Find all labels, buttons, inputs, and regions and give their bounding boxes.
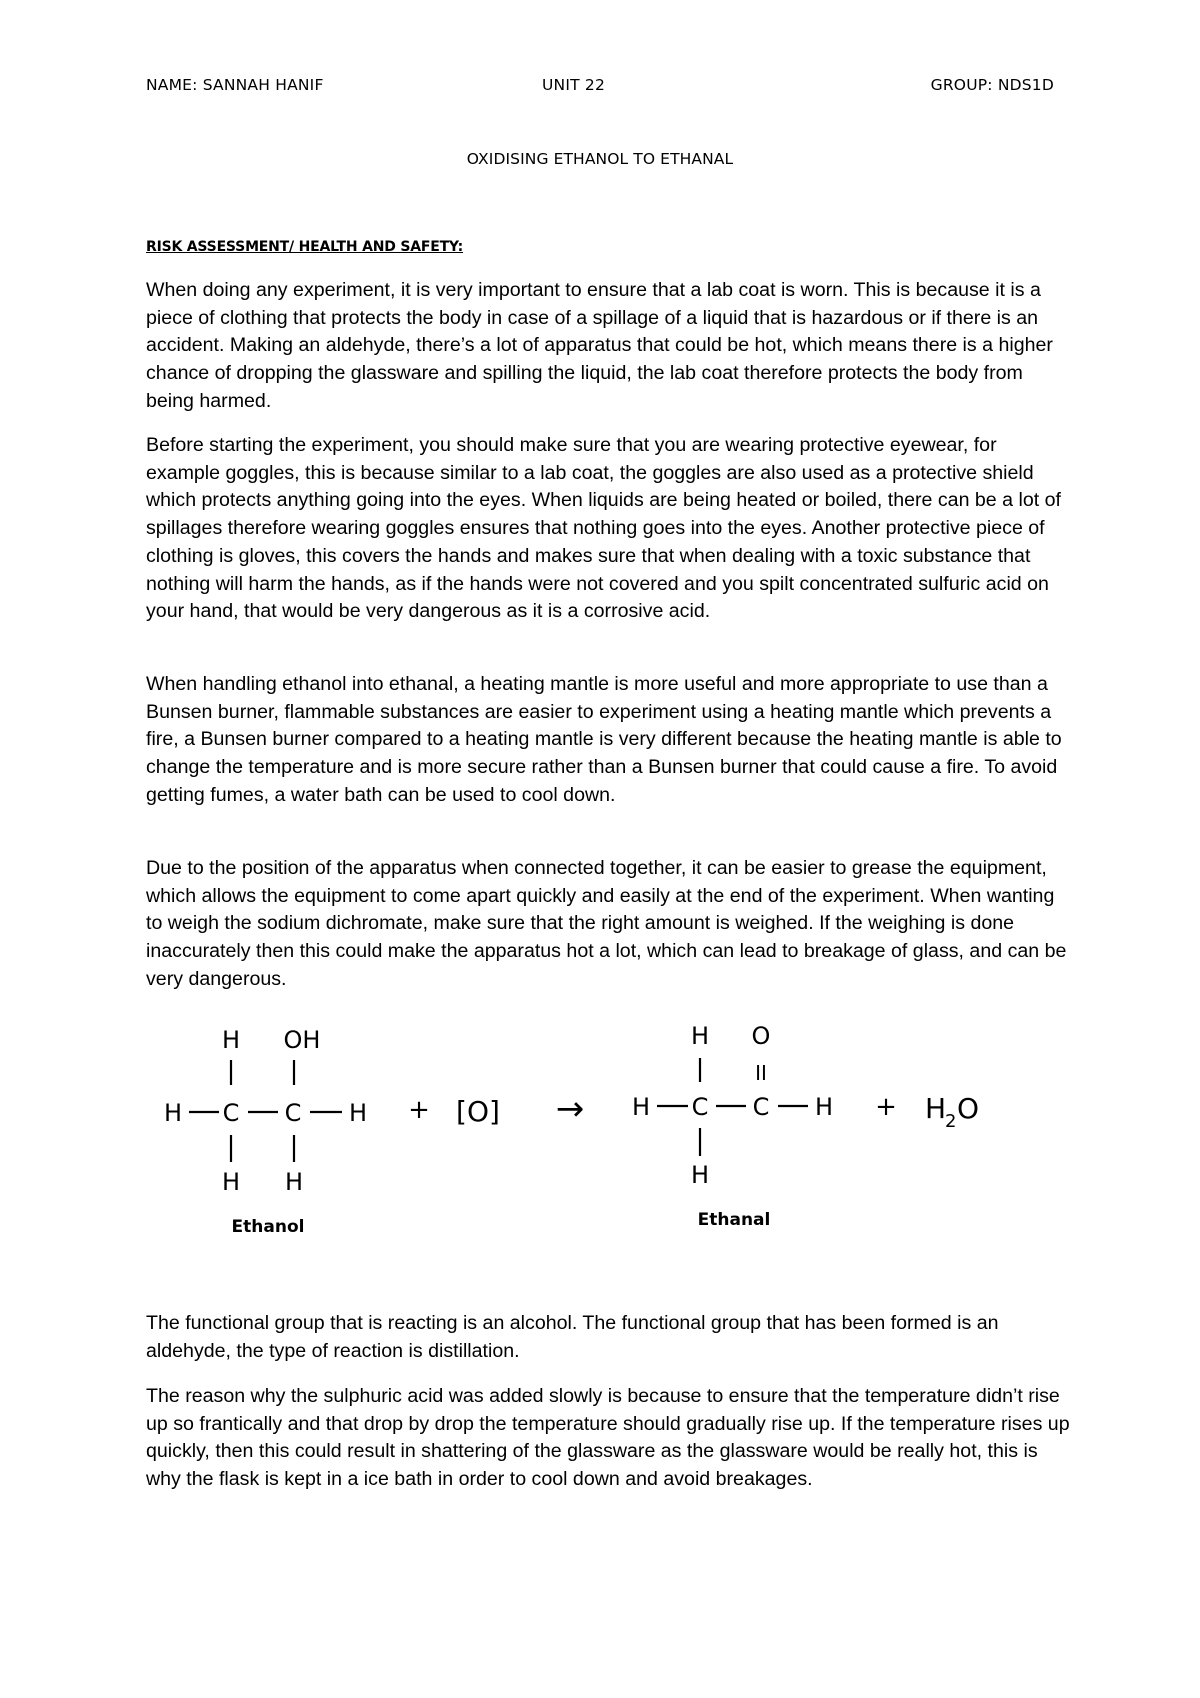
ethanal-double-bond: II xyxy=(755,1061,767,1085)
reaction-equation-diagram xyxy=(0,1000,1200,1260)
water-o: O xyxy=(957,1092,980,1125)
paragraph-apparatus: Due to the position of the apparatus when connected together, it can be easier to grease the equipment, which allows the equipment to come apart quickly and easily at the end of the experiment. When wanting to weigh the sodium dichromate, make sure that the right amount is weighed. If the weighing is done inaccurately then this could make the apparatus hot a lot, which can lead to breakage of glass, and can be very dangerous. xyxy=(146,857,1067,990)
oxidant-label: [O] xyxy=(456,1095,500,1128)
water-subscript: 2 xyxy=(945,1111,957,1132)
paragraph-heating-mantle: When handling ethanol into ethanal, a heating mantle is more useful and more appropriate to use than a Bunsen burner, flammable substances are easier to experiment using a heating mantle which prevents a fire, a Bunsen burner compared to a heating mantle is very different because the heating mantle is able to change the temperature and is more secure rather than a Bunsen burner that could cause a fire. To avoid getting fumes, a water bath can be used to cool down. xyxy=(146,673,1062,806)
paragraph-goggles-gloves: Before starting the experiment, you should make sure that you are wearing protective eyewear, for example goggles, this is because similar to a lab coat, the goggles are also used as a protective shield which protects anything going into the eyes. When liquids are being heated or boiled, there can be a lot of spillages therefore wearing goggles ensures that nothing goes into the eyes. Another protective piece of clothing is gloves, this covers the hands and makes sure that when dealing with a toxic substance that nothing will harm the hands, as if the hands were not covered and you spilt concentrated sulfuric acid on your hand, that would be very dangerous as it is a corrosive acid. xyxy=(146,434,1061,623)
page-header xyxy=(146,76,1054,98)
ethanol-bottom-right-h: H xyxy=(284,1168,304,1196)
unit-number: UNIT 22 xyxy=(542,76,606,94)
ethanol-label: Ethanol xyxy=(231,1217,305,1237)
ethanol-top-right-oh: OH xyxy=(283,1026,321,1054)
water-formula xyxy=(925,1092,979,1132)
ethanol-carbon-1: C xyxy=(222,1099,240,1127)
ethanol-bottom-left-h: H xyxy=(221,1168,241,1196)
paragraph-sulphuric-acid: The reason why the sulphuric acid was added slowly is because to ensure that the temperature didn’t rise up so frantically and that drop by drop the temperature should gradually rise up. If the temperature rises up quickly, then this could result in shattering of the glassware as the glassware would be really hot, this is why the flask is kept in a ice bath in order to cool down and avoid breakages. xyxy=(146,1385,1070,1491)
ethanal-right-h: H xyxy=(814,1093,834,1121)
ethanal-left-h: H xyxy=(631,1093,651,1121)
student-name: NAME: SANNAH HANIF xyxy=(146,76,324,94)
ethanal-bottom-left-h: H xyxy=(690,1161,710,1189)
plus-sign-2: + xyxy=(875,1092,897,1122)
group-code: GROUP: NDS1D xyxy=(930,76,1054,94)
ethanol-structure xyxy=(164,1026,367,1237)
document-title: OXIDISING ETHANOL TO ETHANAL xyxy=(466,150,734,168)
ethanal-carbon-1: C xyxy=(691,1093,709,1121)
ethanal-structure xyxy=(632,1022,833,1230)
ethanol-top-left-h: H xyxy=(221,1026,241,1054)
ethanal-top-right-o: O xyxy=(751,1022,771,1050)
ethanal-label: Ethanal xyxy=(697,1210,771,1230)
plus-sign-1: + xyxy=(408,1095,430,1125)
ethanal-carbon-2: C xyxy=(752,1093,770,1121)
paragraph-functional-group: The functional group that is reacting is an alcohol. The functional group that has been formed is an aldehyde, the type of reaction is distillation. xyxy=(146,1312,999,1362)
ethanol-right-h: H xyxy=(348,1099,368,1127)
paragraph-lab-coat: When doing any experiment, it is very important to ensure that a lab coat is worn. This is because it is a piece of clothing that protects the body in case of a spillage of a liquid that is hazardous or if there is an accident. Making an aldehyde, there’s a lot of apparatus that could be hot, which means there is a higher chance of dropping the glassware and spilling the liquid, the lab coat therefore protects the body from being harmed. xyxy=(146,279,1053,412)
ethanol-left-h: H xyxy=(163,1099,183,1127)
section-heading: RISK ASSESSMENT/ HEALTH AND SAFETY: xyxy=(146,239,464,255)
ethanal-top-left-h: H xyxy=(690,1022,710,1050)
reaction-arrow-icon: → xyxy=(555,1089,585,1129)
ethanol-carbon-2: C xyxy=(284,1099,302,1127)
water-h: H xyxy=(925,1092,947,1125)
